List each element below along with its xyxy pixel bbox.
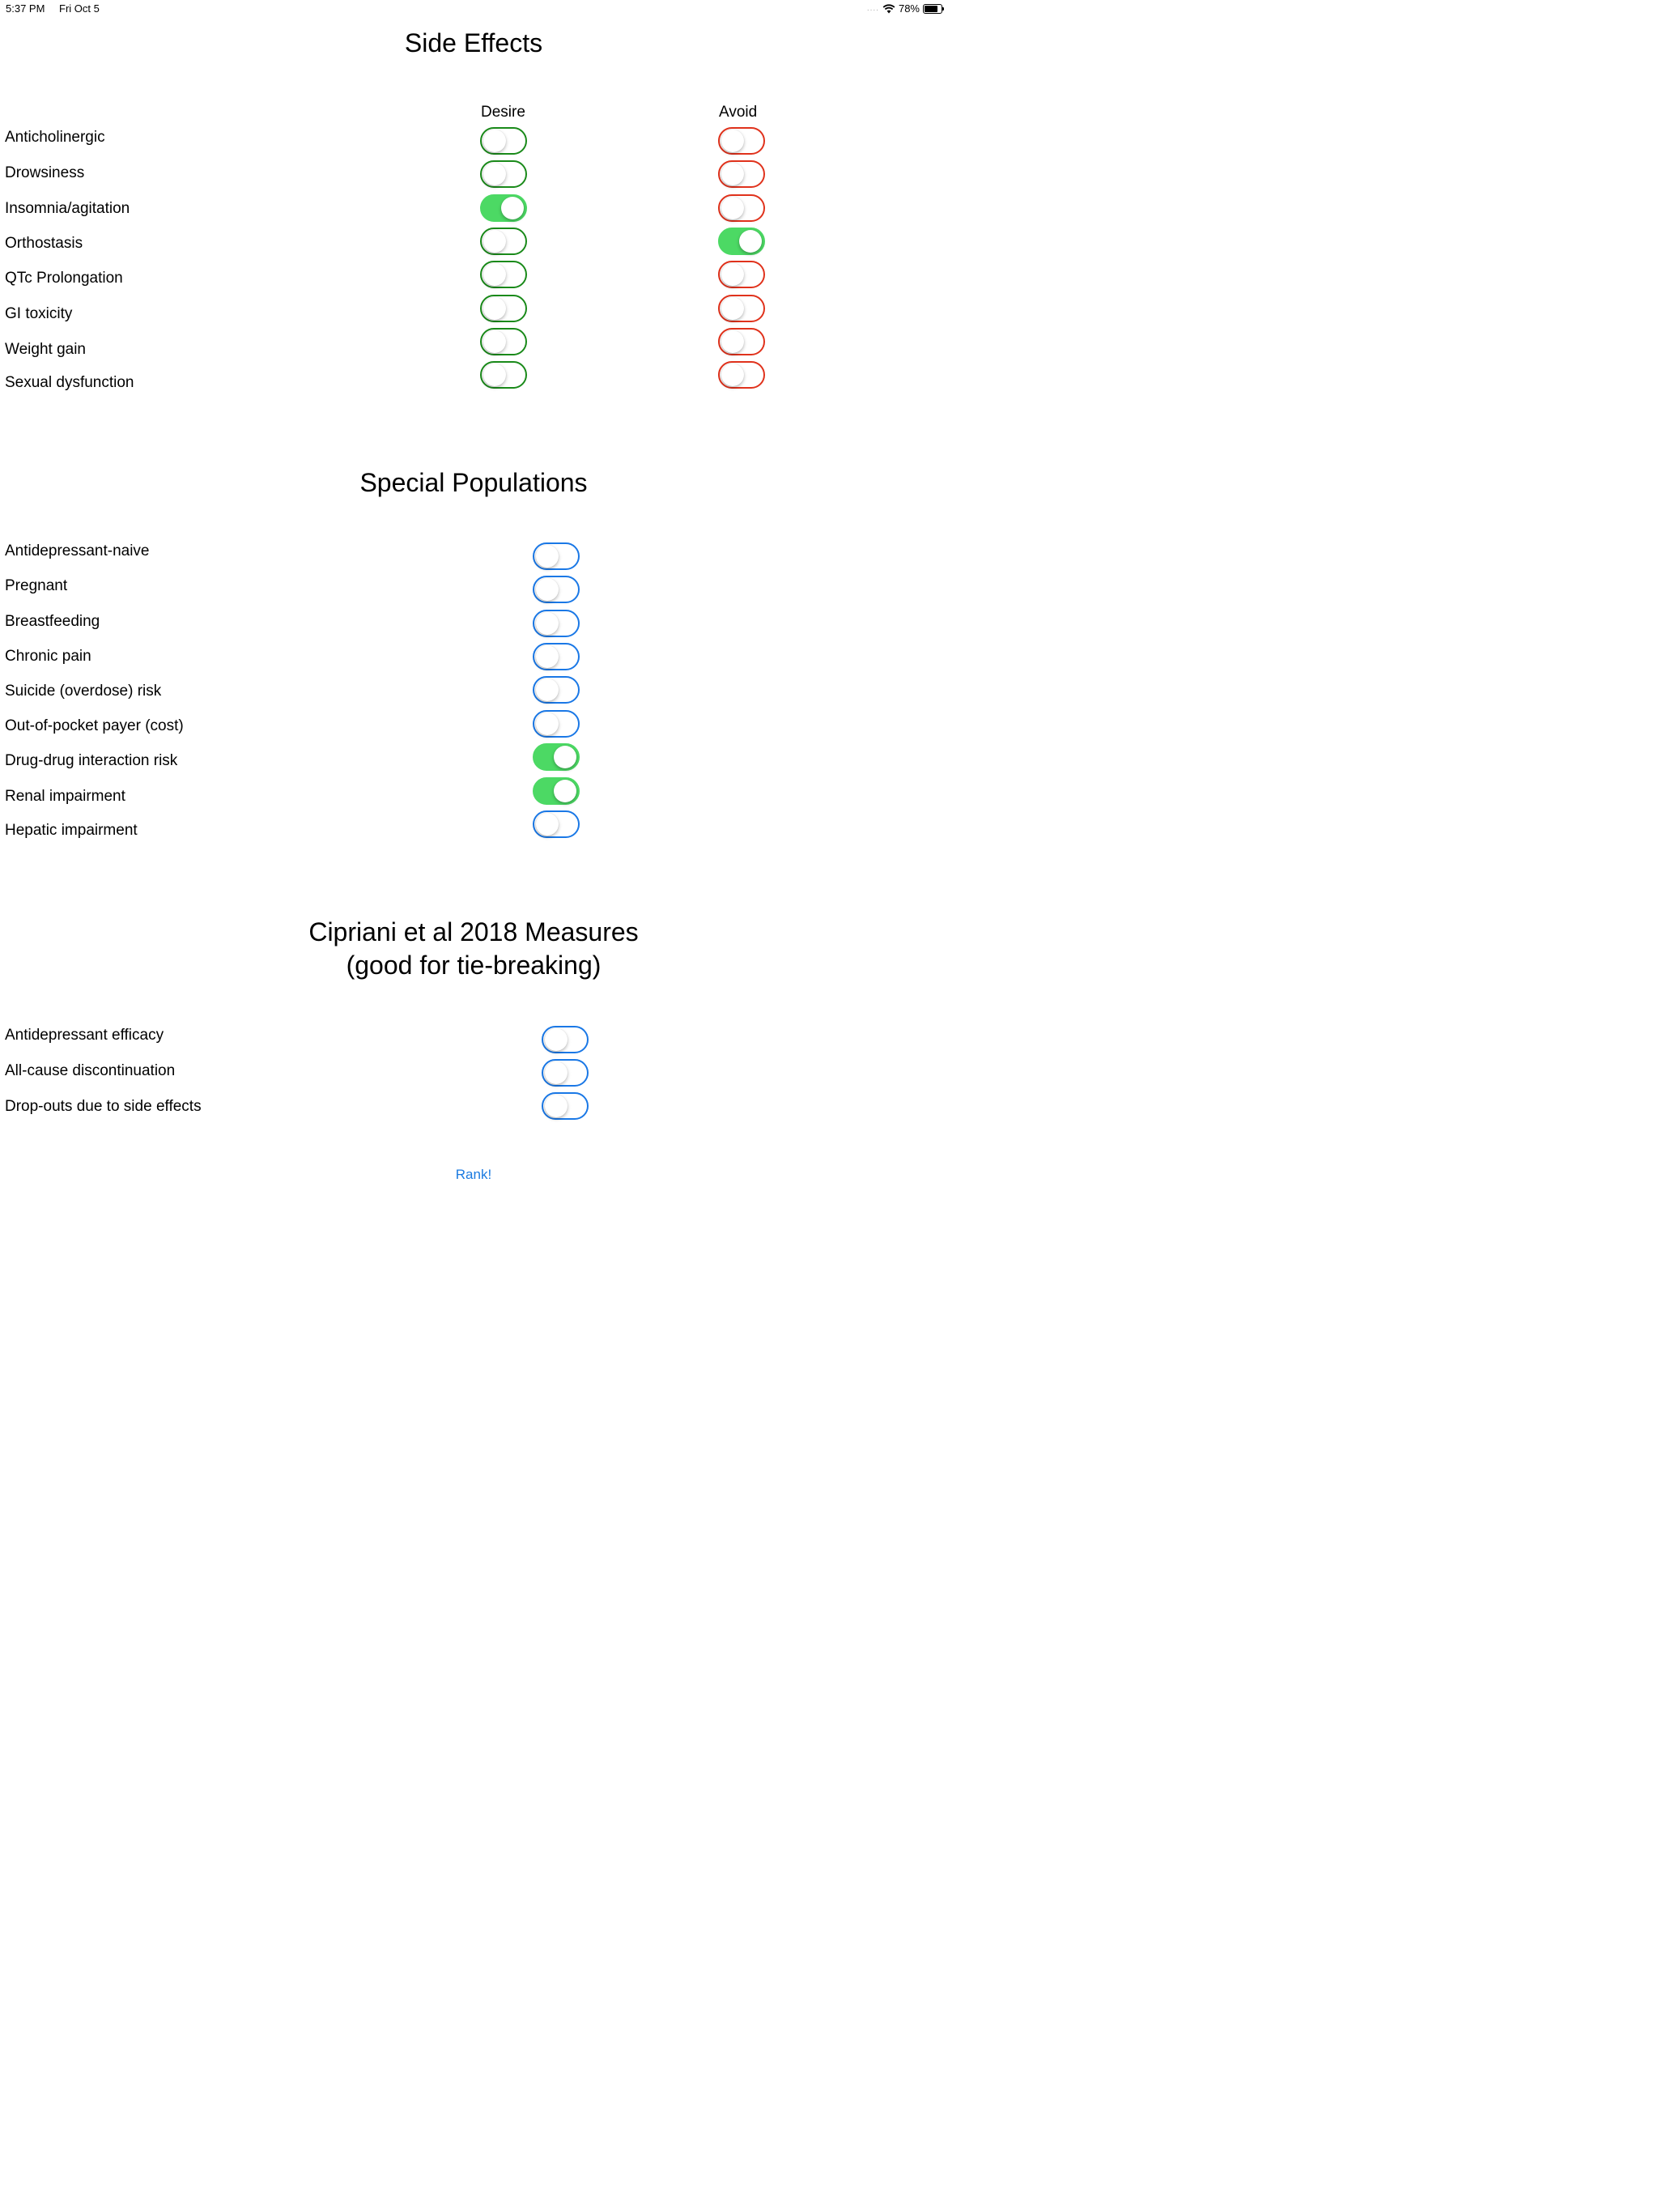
- population-toggle-pregnant[interactable]: [533, 576, 580, 603]
- cipriani-title-line2: (good for tie-breaking): [346, 951, 602, 980]
- toggle-knob: [536, 612, 559, 635]
- toggle-knob: [536, 713, 559, 735]
- toggle-knob: [721, 163, 744, 185]
- measure-toggle-all-cause-discontinuation[interactable]: [542, 1059, 589, 1087]
- measure-label-antidepressant-efficacy: Antidepressant efficacy: [5, 1027, 164, 1044]
- avoid-toggle-insomnia-agitation[interactable]: [718, 194, 765, 222]
- population-toggle-renal-impairment[interactable]: [533, 777, 580, 805]
- toggle-knob: [739, 230, 762, 253]
- side-effect-label-sexual-dysfunction: Sexual dysfunction: [5, 374, 134, 391]
- population-label-breastfeeding: Breastfeeding: [5, 613, 100, 630]
- status-right: [867, 2, 942, 15]
- toggle-knob: [483, 230, 506, 253]
- population-toggle-drug-drug-interaction-risk[interactable]: [533, 743, 580, 771]
- status-bar: [0, 0, 947, 19]
- side-effect-label-gi-toxicity: GI toxicity: [5, 305, 73, 322]
- side-effect-label-anticholinergic: Anticholinergic: [5, 129, 105, 146]
- avoid-toggle-qtc-prolongation[interactable]: [718, 261, 765, 288]
- avoid-toggle-drowsiness[interactable]: [718, 160, 765, 188]
- population-toggle-chronic-pain[interactable]: [533, 643, 580, 670]
- toggle-knob: [545, 1061, 568, 1084]
- measure-label-drop-outs-due-to-side-effects: Drop-outs due to side effects: [5, 1098, 202, 1115]
- cipriani-title-line1: Cipriani et al 2018 Measures: [308, 917, 639, 946]
- battery-percent: 78%: [898, 2, 920, 15]
- population-toggle-suicide-overdose-risk[interactable]: [533, 676, 580, 704]
- toggle-knob: [536, 813, 559, 836]
- population-label-out-of-pocket-payer-cost: Out-of-pocket payer (cost): [5, 717, 184, 734]
- toggle-knob: [721, 197, 744, 219]
- desire-toggle-weight-gain[interactable]: [480, 328, 527, 355]
- special-populations-title: Special Populations: [359, 468, 588, 497]
- avoid-toggle-sexual-dysfunction[interactable]: [718, 361, 765, 389]
- side-effects-title: Side Effects: [404, 28, 543, 57]
- population-label-renal-impairment: Renal impairment: [5, 788, 125, 805]
- toggle-knob: [721, 130, 744, 152]
- side-effect-label-qtc-prolongation: QTc Prolongation: [5, 270, 123, 287]
- population-toggle-out-of-pocket-payer-cost[interactable]: [533, 710, 580, 738]
- side-effect-label-weight-gain: Weight gain: [5, 341, 86, 358]
- toggle-knob: [554, 780, 576, 802]
- toggle-knob: [721, 364, 744, 386]
- toggle-knob: [483, 364, 506, 386]
- toggle-knob: [483, 263, 506, 286]
- toggle-knob: [536, 578, 559, 601]
- avoid-toggle-gi-toxicity[interactable]: [718, 295, 765, 322]
- side-effect-label-insomnia-agitation: Insomnia/agitation: [5, 200, 130, 217]
- desire-toggle-drowsiness[interactable]: [480, 160, 527, 188]
- toggle-knob: [483, 330, 506, 353]
- toggle-knob: [721, 297, 744, 320]
- toggle-knob: [536, 545, 559, 568]
- avoid-header: Avoid: [719, 104, 758, 121]
- population-toggle-breastfeeding[interactable]: [533, 610, 580, 637]
- population-label-chronic-pain: Chronic pain: [5, 648, 91, 665]
- toggle-knob: [545, 1095, 568, 1117]
- population-label-hepatic-impairment: Hepatic impairment: [5, 822, 138, 839]
- toggle-knob: [554, 746, 576, 768]
- population-label-antidepressant-naive: Antidepressant-naive: [5, 542, 150, 559]
- population-label-drug-drug-interaction-risk: Drug-drug interaction risk: [5, 752, 178, 769]
- desire-toggle-orthostasis[interactable]: [480, 228, 527, 255]
- toggle-knob: [545, 1028, 568, 1051]
- population-toggle-hepatic-impairment[interactable]: [533, 810, 580, 838]
- toggle-knob: [721, 330, 744, 353]
- population-toggle-antidepressant-naive[interactable]: [533, 542, 580, 570]
- toggle-knob: [536, 645, 559, 668]
- population-label-suicide-overdose-risk: Suicide (overdose) risk: [5, 683, 162, 700]
- rank-button[interactable]: Rank!: [455, 1167, 492, 1182]
- toggle-knob: [721, 263, 744, 286]
- side-effect-label-drowsiness: Drowsiness: [5, 164, 85, 181]
- measure-label-all-cause-discontinuation: All-cause discontinuation: [5, 1062, 176, 1079]
- desire-toggle-insomnia-agitation[interactable]: [480, 194, 527, 222]
- toggle-knob: [501, 197, 524, 219]
- toggle-knob: [483, 297, 506, 320]
- desire-toggle-sexual-dysfunction[interactable]: [480, 361, 527, 389]
- toggle-knob: [483, 163, 506, 185]
- wifi-icon: [882, 4, 895, 14]
- desire-toggle-gi-toxicity[interactable]: [480, 295, 527, 322]
- battery-icon: [923, 4, 942, 14]
- toggle-knob: [536, 678, 559, 701]
- measure-toggle-drop-outs-due-to-side-effects[interactable]: [542, 1092, 589, 1120]
- avoid-toggle-weight-gain[interactable]: [718, 328, 765, 355]
- status-date: Fri Oct 5: [59, 2, 100, 15]
- population-label-pregnant: Pregnant: [5, 577, 68, 594]
- status-time: 5:37 PM: [6, 2, 45, 15]
- desire-toggle-qtc-prolongation[interactable]: [480, 261, 527, 288]
- avoid-toggle-anticholinergic[interactable]: [718, 127, 765, 155]
- side-effect-label-orthostasis: Orthostasis: [5, 235, 83, 252]
- avoid-toggle-orthostasis[interactable]: [718, 228, 765, 255]
- signal-icon: ....: [866, 4, 879, 13]
- toggle-knob: [483, 130, 506, 152]
- desire-header: Desire: [481, 104, 525, 121]
- desire-toggle-anticholinergic[interactable]: [480, 127, 527, 155]
- measure-toggle-antidepressant-efficacy[interactable]: [542, 1026, 589, 1053]
